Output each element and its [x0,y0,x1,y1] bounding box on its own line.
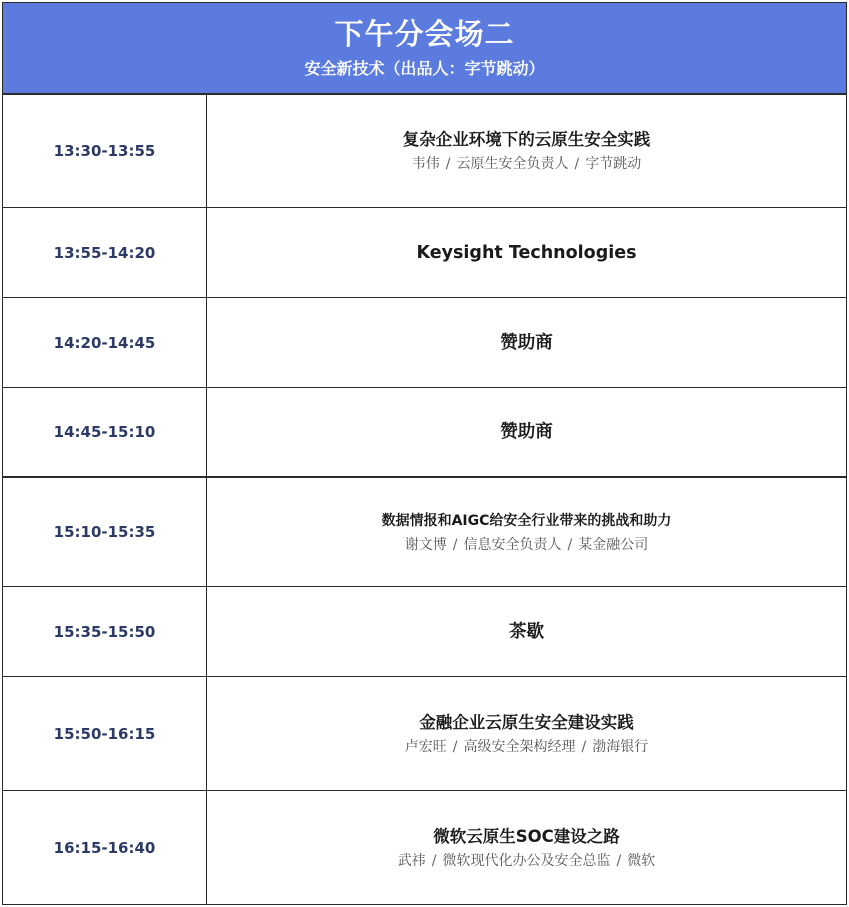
speaker-name: 韦伟 [411,156,440,172]
separator: / [616,852,622,869]
time-slot: 15:50-16:15 [3,677,207,790]
speaker-info [398,851,655,871]
time-slot: 13:55-14:20 [3,208,207,297]
talk-cell [207,95,846,207]
schedule-row [3,478,846,587]
talk-cell [207,587,846,676]
speaker-info [412,154,641,174]
talk-cell [207,677,846,790]
session-title: 下午分会场二 [334,16,515,51]
session-subtitle: 安全新技术（出品人：字节跳动） [304,58,545,78]
talk-title: 茶歇 [509,621,544,642]
speaker-name: 卢宏旺 [404,738,447,755]
speaker-org: 某金融公司 [578,537,649,553]
speaker-org: 字节跳动 [585,156,642,172]
talk-cell [207,208,846,297]
schedule-row [3,208,846,298]
talk-cell [207,388,846,476]
schedule-row [3,95,846,208]
speaker-role: 信息安全负责人 [463,537,562,553]
talk-title: 复杂企业环境下的云原生安全实践 [402,130,651,149]
time-slot: 14:20-14:45 [3,298,207,387]
talk-title: Keysight Technologies [416,242,637,263]
talk-cell [207,298,846,387]
time-slot: 16:15-16:40 [3,791,207,904]
speaker-name: 谢文博 [404,537,447,553]
speaker-role: 微软现代化办公及安全总监 [442,852,611,869]
schedule-row [3,298,846,388]
talk-title: 金融企业云原生安全建设实践 [419,712,634,732]
schedule-row [3,791,846,904]
talk-title: 数据情报和AIGC给安全行业带来的挑战和助力 [381,513,672,529]
schedule-row [3,677,846,791]
separator: / [452,738,458,755]
time-slot: 15:10-15:35 [3,478,207,586]
speaker-org: 微软 [627,852,656,869]
talk-title: 微软云原生SOC建设之路 [433,826,620,846]
separator: / [452,537,458,553]
talk-cell [207,478,846,586]
talk-title: 赞助商 [500,422,553,442]
time-slot: 15:35-15:50 [3,587,207,676]
separator: / [574,156,580,172]
separator: / [431,852,437,869]
speaker-name: 武祎 [397,852,426,869]
speaker-role: 高级安全架构经理 [463,738,576,755]
schedule-rows [3,95,846,904]
separator: / [445,156,451,172]
speaker-info [405,535,648,555]
separator: / [567,537,573,553]
talk-cell [207,791,846,904]
speaker-info [405,737,648,757]
schedule-row [3,388,846,478]
session-header [3,3,846,95]
schedule-table [2,2,847,905]
schedule-row [3,587,846,677]
separator: / [581,738,587,755]
speaker-org: 渤海银行 [592,738,649,755]
time-slot: 13:30-13:55 [3,95,207,207]
time-slot: 14:45-15:10 [3,388,207,476]
talk-title: 赞助商 [500,332,553,353]
speaker-role: 云原生安全负责人 [456,156,569,172]
